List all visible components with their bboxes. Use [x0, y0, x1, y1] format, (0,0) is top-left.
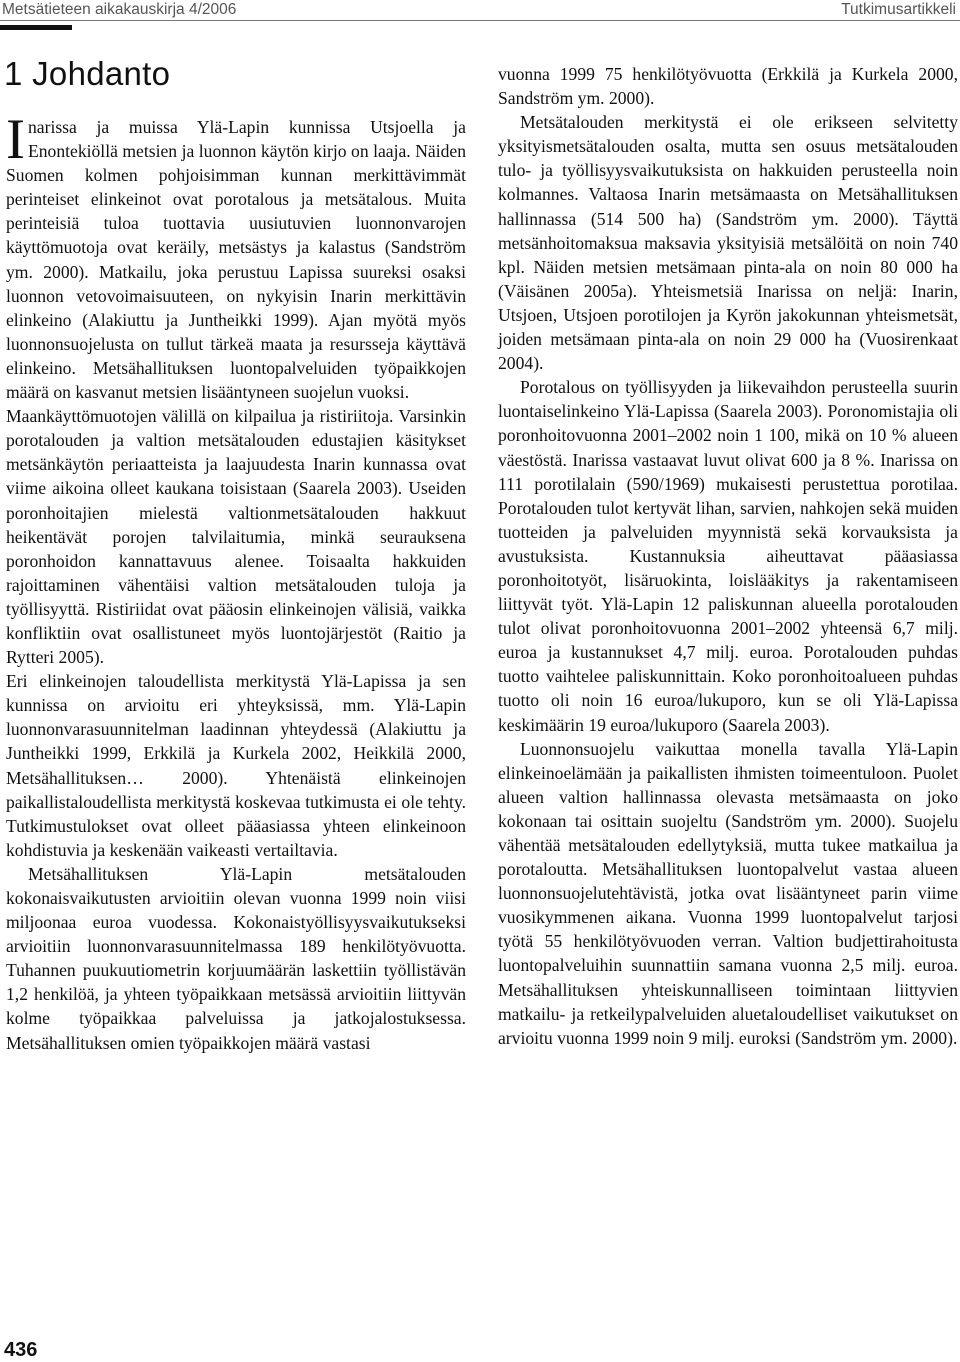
drop-cap: I [6, 108, 25, 171]
paragraph: Porotalous on työllisyyden ja liikevaihdon perusteella suurin luontaiselinkeino Ylä-Lapissa (Saarela 2003). Poronomistajia oli poronhoitovuonna 2001–2002 noin 1 100, mikä on 10 % alueen väestöstä. Inarissa vastaavat luvut olivat 600 ja 8 %. Inarissa on 111 porotilalain (590/1969) mukaisesti perustettua porotilaa. Porotalouden tulot kertyvät lihan, sarvien, nahkojen sekä muiden tuotteiden ja palveluiden myynnistä sekä korvauksista ja avustuksista. Kustannuksia aiheuttavat pääasiassa poronhoitotyöt, lisäruokinta, loislääkitys ja rakentamiseen liittyvät työt. Ylä-Lapin 12 paliskunnan alueella porotalouden tulot olivat poronhoitovuonna 2001–2002 yhteensä 6,7 milj. euroa ja kustannukset 4,7 milj. euroa. Porotalouden puhdas tuotto vaihtelee paliskunnittain. Koko poronhoitoalueen puhdas tuotto oli noin 16 euroa/lukuporo, kun se oli Ylä-Lapissa keskimäärin 19 euroa/lukuporo (Saarela 2003). [498, 377, 958, 735]
section-marker-bar [0, 25, 72, 30]
right-column [498, 62, 958, 1050]
running-header [0, 0, 960, 22]
paragraph: Luonnonsuojelu vaikuttaa monella tavalla Ylä-Lapin elinkeinoelämään ja paikallisten ihmisten toimeentuloon. Puolet alueen valtion hallinnassa olevasta metsämaasta on joko kokonaan tai osittain suojeltu (Sandström ym. 2000). Suojelu vähentää metsätalouden edellytyksiä, mutta tukee matkailua ja porotaloutta. Metsähallituksen luontopalvelut vastaa alueen luonnonsuojelutehtävistä, jotka ovat lisääntyneet parin viime vuosikymmenen aikana. Vuonna 1999 luontopalvelut tarjosi työtä 55 henkilötyövuoden verran. Valtion budjettirahoitusta luontopalveluihin suunnattiin samana vuonna 2,5 milj. euroa. Metsähallituksen yhteiskunnalliseen toimintaan liittyvien matkailu- ja retkeilypalveluiden aluetaloudelliset vaikutukset on arvioitu vuonna 1999 noin 9 milj. euroksi (Sandström ym. 2000). [498, 738, 958, 1048]
left-column [6, 108, 466, 1055]
journal-title: Metsätieteen aikakauskirja 4/2006 [2, 1, 237, 18]
paragraph [6, 108, 466, 404]
header-rule [0, 20, 960, 21]
paragraph: Metsähallituksen Ylä-Lapin metsätalouden kokonaisvaikutusten arvioitiin olevan vuonna 1999 noin viisi miljoonaa euroa vuodessa. Kokonaistyöllisyysvaikutukseksi arvioitiin luonnonvarasuunnitelmassa 189 henkilötyövuotta. Tuhannen puukuutiometrin korjuumäärän laskettiin työllistävän 1,2 henkilöä, ja yhteen työpaikkaan metsässä arvioitiin liittyvän kolme työpaikkaa palveluissa ja jatkojalostuksessa. Metsähallituksen omien työpaikkojen määrä vastasi [6, 863, 466, 1053]
paragraph: vuonna 1999 75 henkilötyövuotta (Erkkilä ja Kurkela 2000, Sandström ym. 2000). [498, 64, 958, 109]
paragraph: Eri elinkeinojen taloudellista merkitystä Ylä-Lapissa ja sen kunnissa on arvioitu eri yhteyksissä, mm. Ylä-Lapin luonnonvarasuunnitelman laadinnan yhteydessä (Alakiuttu ja Juntheikki 1999, Erkkilä ja Kurkela 2002, Heikkilä 2000, Metsähallituksen… 2000). Yhtenäistä elinkeinojen paikallistaloudellista merkitystä koskevaa tutkimusta ei ole tehty. Tutkimustulokset ovat olleet pääasiassa yhteen elinkeinoon kohdistuvia ja keskenään vaikeasti vertailtavia. [6, 671, 466, 860]
paragraph: Maankäyttömuotojen välillä on kilpailua ja ristiriitoja. Varsinkin porotalouden ja valtion metsätalouden edustajien käsitykset metsänkäytön periaatteista ja laajuudesta Inarin kunnassa ovat viime aikoina olleet kaukana toisistaan (Saarela 2003). Useiden poronhoitajien mielestä valtionmetsätalouden hakkuut heikentävät porojen talvilaitumia, minkä seurauksena poronhoidon kannattavuus alenee. Toisaalta hakkuiden rajoittaminen vähentäisi valtion metsätalouden tuloja ja työllisyyttä. Ristiriidat ovat pääosin elinkeinojen välisiä, vaikka konfliktiin ovat osallistuneet myös luontojärjestöt (Raitio ja Rytteri 2005). [6, 406, 466, 668]
section-title: 1 Johdanto [4, 55, 171, 92]
paragraph: Metsätalouden merkitystä ei ole erikseen selvitetty yksityismetsätalouden osalta, mutta sen osuus metsätalouden tulo- ja työllisyysvaikutuksista on hakkuiden perusteella noin kolmannes. Valtaosa Inarin metsämaasta on Metsähallituksen hallinnassa (514 500 ha) (Sandström ym. 2000). Täyttä metsänhoitomaksua maksavia yksityisiä metsälöitä on noin 740 kpl. Näiden metsien metsämaan pinta-ala on noin 80 000 ha (Väisänen 2005a). Yhteismetsiä Inarissa on neljä: Inarin, Utsjoen, Utsjoen porotilojen ja Kyrön jakokunnan yhteismetsät, joiden metsämaan pinta-ala on noin 29 000 ha (Vuosirenkaat 2004). [498, 112, 958, 374]
article-type: Tutkimusartikkeli [841, 1, 956, 18]
page-number: 436 [4, 1339, 38, 1361]
paragraph-text: narissa ja muissa Ylä-Lapin kunnissa Utsjoella ja Enontekiöllä metsien ja luonnon käytön kirjo on laaja. Näiden Suomen kolmen pohjoisimman kunnan merkittävimmät perinteiset elinkeinot ovat porotalous ja metsätalous. Muita perinteisiä tuloa tuottavia uusiutuvien luonnonvarojen käyttömuotoja ovat keräily, metsästys ja kalastus (Sandström ym. 2000). Matkailu, joka perustuu Lapissa suureksi osaksi luonnon vetovoimaisuuteen, on nykyisin Inarin merkittävin elinkeino (Alakiuttu ja Juntheikki 1999). Ajan myötä myös luonnonsuojelusta on tullut tärkeä maata ja resursseja käyttävä elinkeino. Metsähallituksen luontopalveluiden työpaikkojen määrä on kasvanut metsien lisääntyneen suojelun vuoksi. [6, 117, 466, 403]
